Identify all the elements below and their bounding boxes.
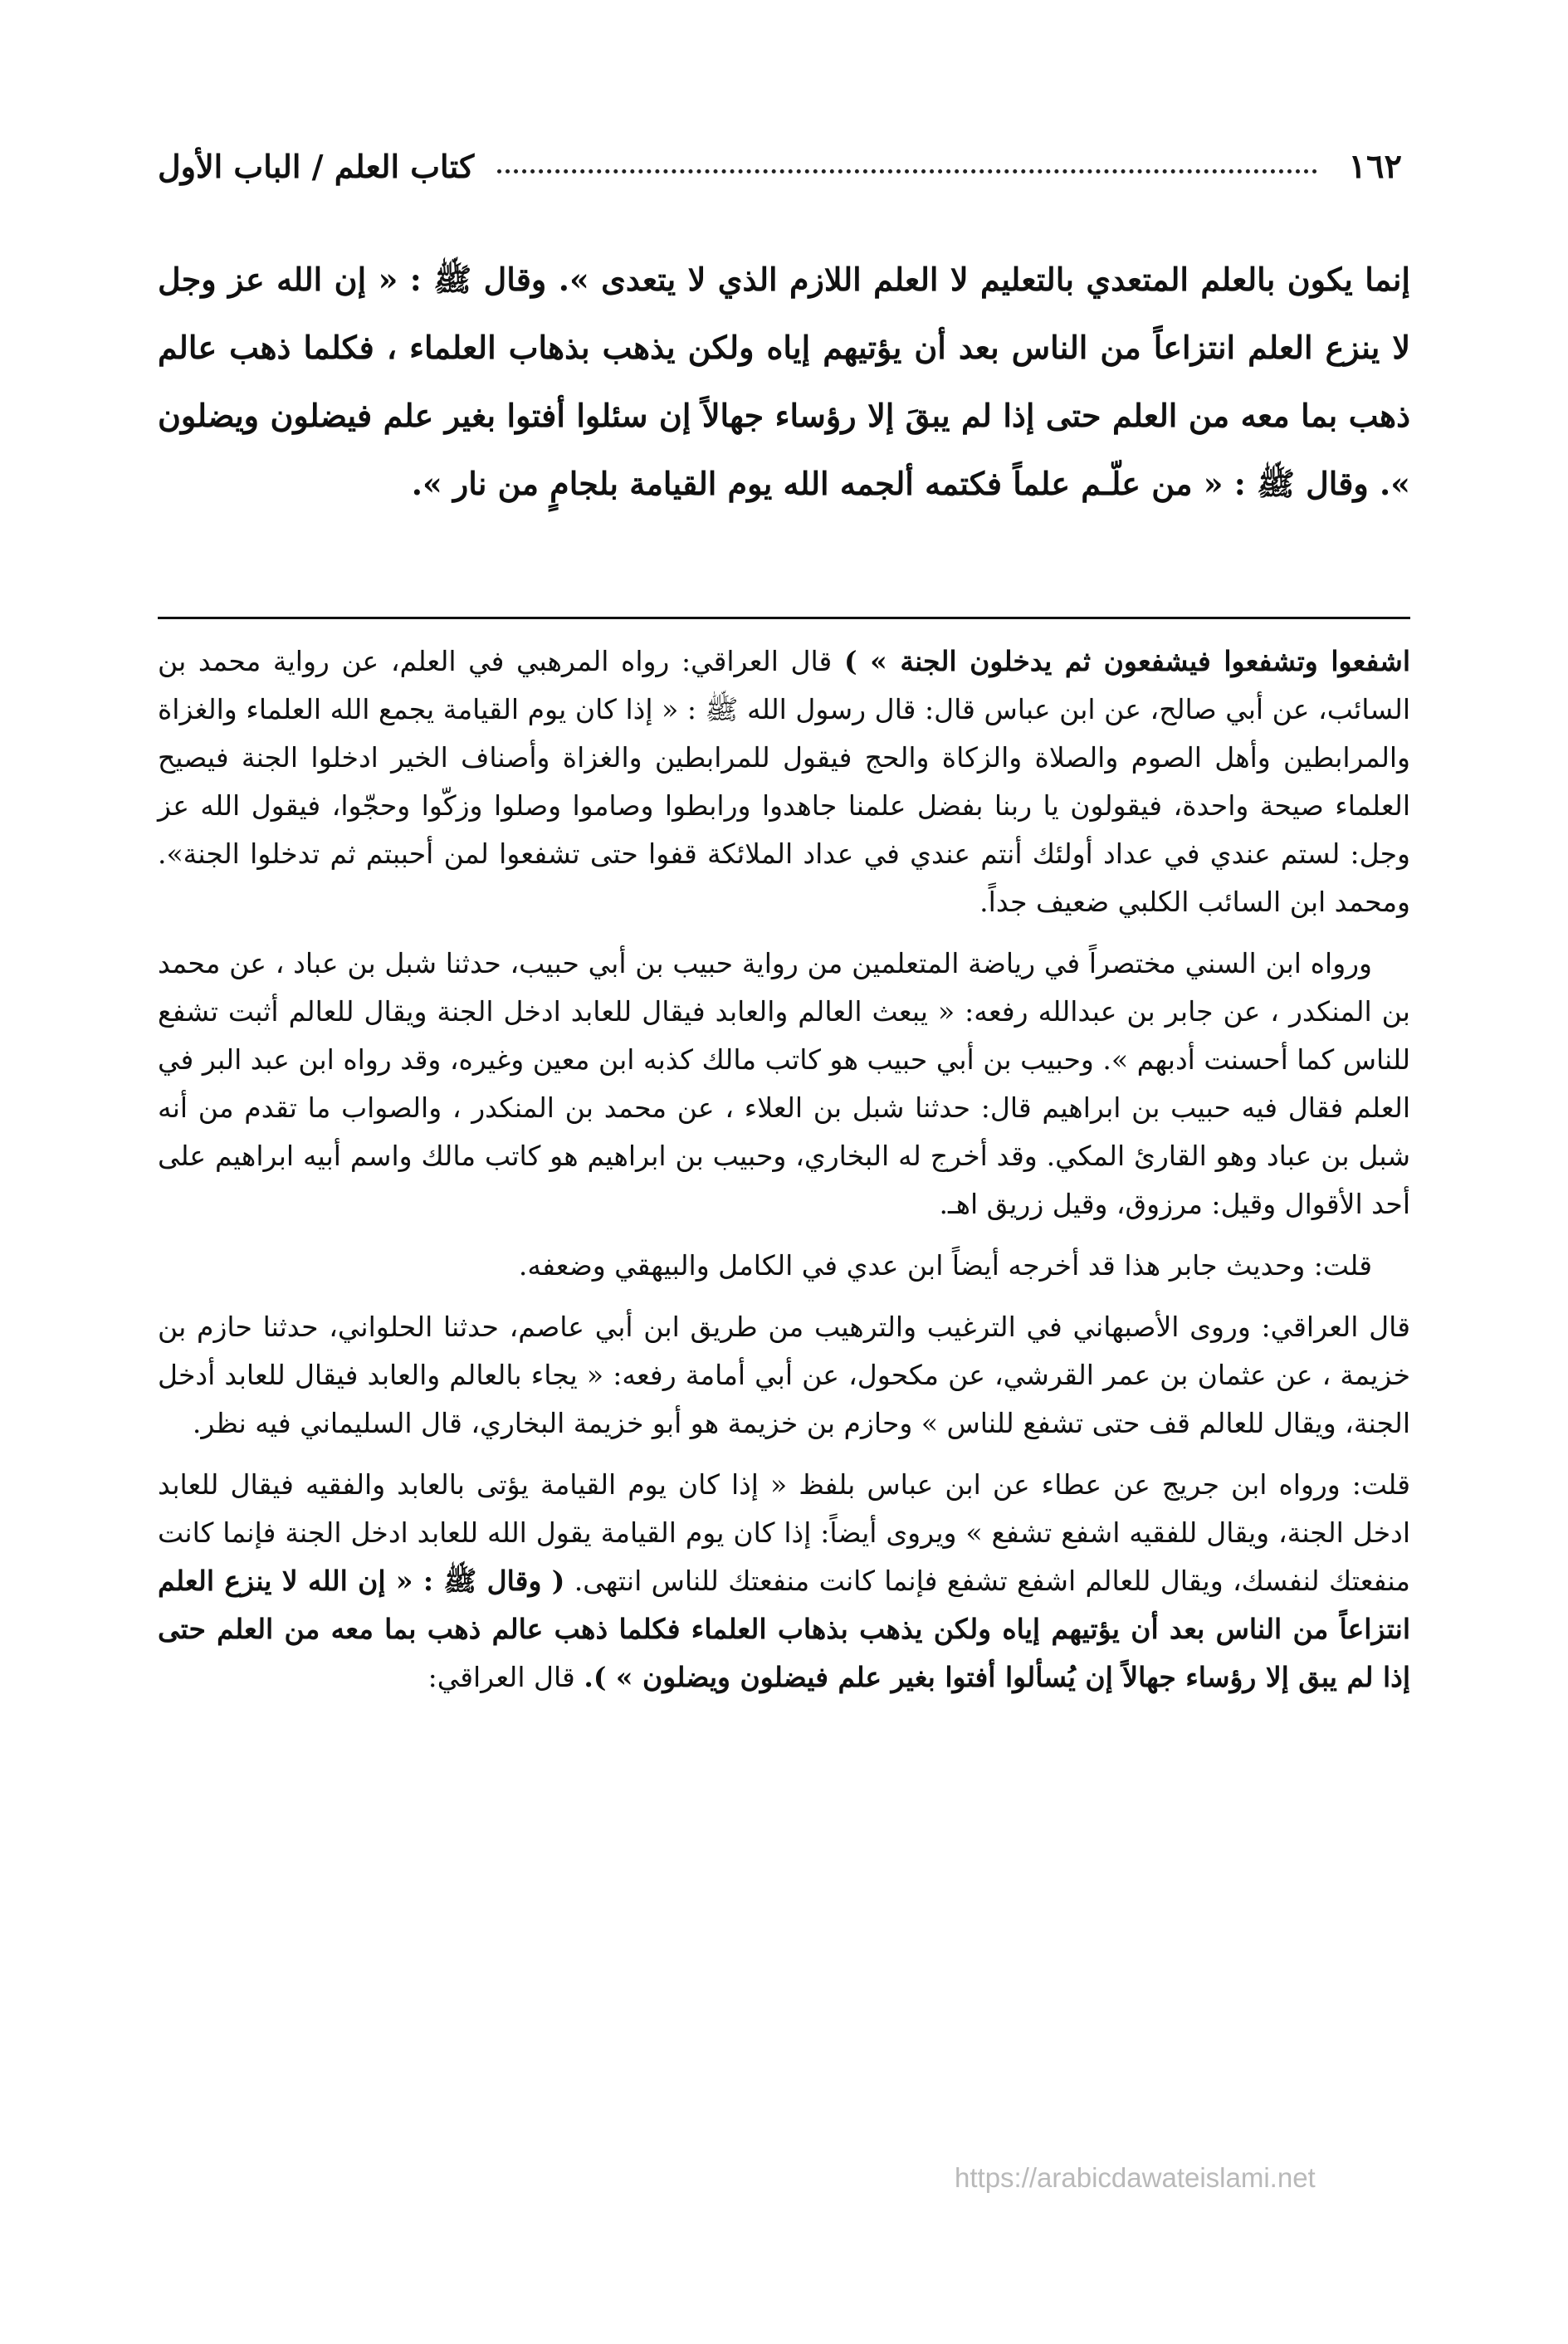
commentary-paragraph-4: قال العراقي: وروى الأصبهاني في الترغيب والترهيب من طريق ابن أبي عاصم، حدثنا الحلواني، حدثنا حازم بن خزيمة ، عن عثمان بن عمر القرشي، عن مكحول، عن أبي أمامة رفعه: « يجاء بالعالم والعابد فيقال للعابد أدخل الجنة، ويقال للعالم قف حتى تشفع للناس » وحازم بن خزيمة هو أبو خزيمة البخاري، قال السليماني فيه نظر. [158, 1311, 1410, 1439]
main-text [158, 246, 1410, 518]
quoted-hadith-bold: اشفعوا وتشفعوا فيشفعون ثم يدخلون الجنة » ) [843, 645, 1410, 677]
watermark-url: https://arabicdawateislami.net [955, 2162, 1316, 2193]
header-title: كتاب العلم / الباب الأول [158, 147, 475, 185]
header-dot-leader [497, 169, 1316, 173]
commentary-paragraph-2: ورواه ابن السني مختصراً في رياضة المتعلمين من رواية حبيب بن أبي حبيب، حدثنا شبل بن عباد ، عن محمد بن المنكدر ، عن جابر بن عبدالله رفعه: « يبعث العالم والعابد فيقال للعابد ادخل الجنة ويقال للعالم أثبت تشفع للناس كما أحسنت أدبهم ». وحبيب بن أبي حبيب هو كاتب مالك كذبه ابن معين وغيره، وقد رواه ابن عبد البر في العلم فقال فيه حبيب بن ابراهيم قال: حدثنا شبل بن العلاء ، عن محمد بن المنكدر ، والصواب ما تقدم من أنه شبل بن عباد وهو القارئ المكي. وقد أخرج له البخاري، وحبيب بن ابراهيم هو كاتب مالك واسم أبيه ابراهيم على أحد الأقوال وقيل: مرزوق، وقيل زريق اهـ. [158, 947, 1410, 1220]
commentary-text: قال العراقي: رواه المرهبي في العلم، عن رواية محمد بن السائب، عن أبي صالح، عن ابن عباس قال: قال رسول الله ﷺ : « إذا كان يوم القيامة يجمع الله العلماء والغزاة والمرابطين وأهل الصوم والصلاة والزكاة والحج فيقول للمرابطين والغزاة وأصناف الخير ادخلوا الجنة فيصيح العلماء صيحة واحدة، فيقولون يا ربنا بفضل علمنا جاهدوا ورابطوا وصاموا وصلوا وزكّوا وحجّوا، فيقول الله عز وجل: لستم عندي في عداد أولئك أنتم عندي في عداد الملائكة قفوا حتى تشفعوا لمن أحببتم ثم تدخلوا الجنة». ومحمد ابن السائب الكلبي ضعيف جداً. [158, 645, 1410, 918]
commentary-paragraph-3: قلت: وحديث جابر هذا قد أخرجه أيضاً ابن عدي في الكامل والبيهقي وضعفه. [518, 1249, 1372, 1282]
page-number: ١٦٢ [1348, 146, 1402, 186]
quoted-hadith-bold: ( وقال ﷺ : « إن الله لا ينزع العلم انتزاعاً من الناس بعد أن يؤتيهم إياه ولكن يذهب بذهاب العلماء فكلما ذهب عالم ذهب بما معه من العلم حتى إذا لم يبق إلا رؤساء جهالاً إن يُسألوا أفتوا بغير علم فيضلون ويضلون » ). [158, 1565, 1410, 1693]
commentary-paragraph-1 [158, 637, 1410, 926]
main-paragraph: إنما يكون بالعلم المتعدي بالتعليم لا العلم اللازم الذي لا يتعدى ». وقال ﷺ : « إن الله عز وجل لا ينزع العلم انتزاعاً من الناس بعد أن يؤتيهم إياه ولكن يذهب بذهاب العلماء ، فكلما ذهب عالم ذهب بما معه من العلم حتى إذا لم يبقَ إلا رؤساء جهالاً إن سئلوا أفتوا بغير علم فيضلون ويضلون ». وقال ﷺ : « من علّـم علماً فكتمه ألجمه الله يوم القيامة بلجامٍ من نار ». [158, 261, 1411, 502]
running-header [158, 141, 1402, 191]
commentary-paragraph-5 [158, 1461, 1410, 1702]
footnote-separator [158, 617, 1410, 619]
commentary-text: قال العراقي: [427, 1661, 584, 1693]
commentary-text: قلت: ورواه ابن جريج عن عطاء عن ابن عباس بلفظ « إذا كان يوم القيامة يؤتى بالعابد والفقيه فيقال للعابد ادخل الجنة، ويقال للفقيه اشفع تشفع » ويروى أيضاً: إذا كان يوم القيامة يقول الله للعابد ادخل الجنة فإنما كانت منفعتك لنفسك، ويقال للعالم اشفع تشفع فإنما كانت منفعتك للناس انتهى. [158, 1468, 1410, 1597]
commentary-block [158, 637, 1410, 1715]
